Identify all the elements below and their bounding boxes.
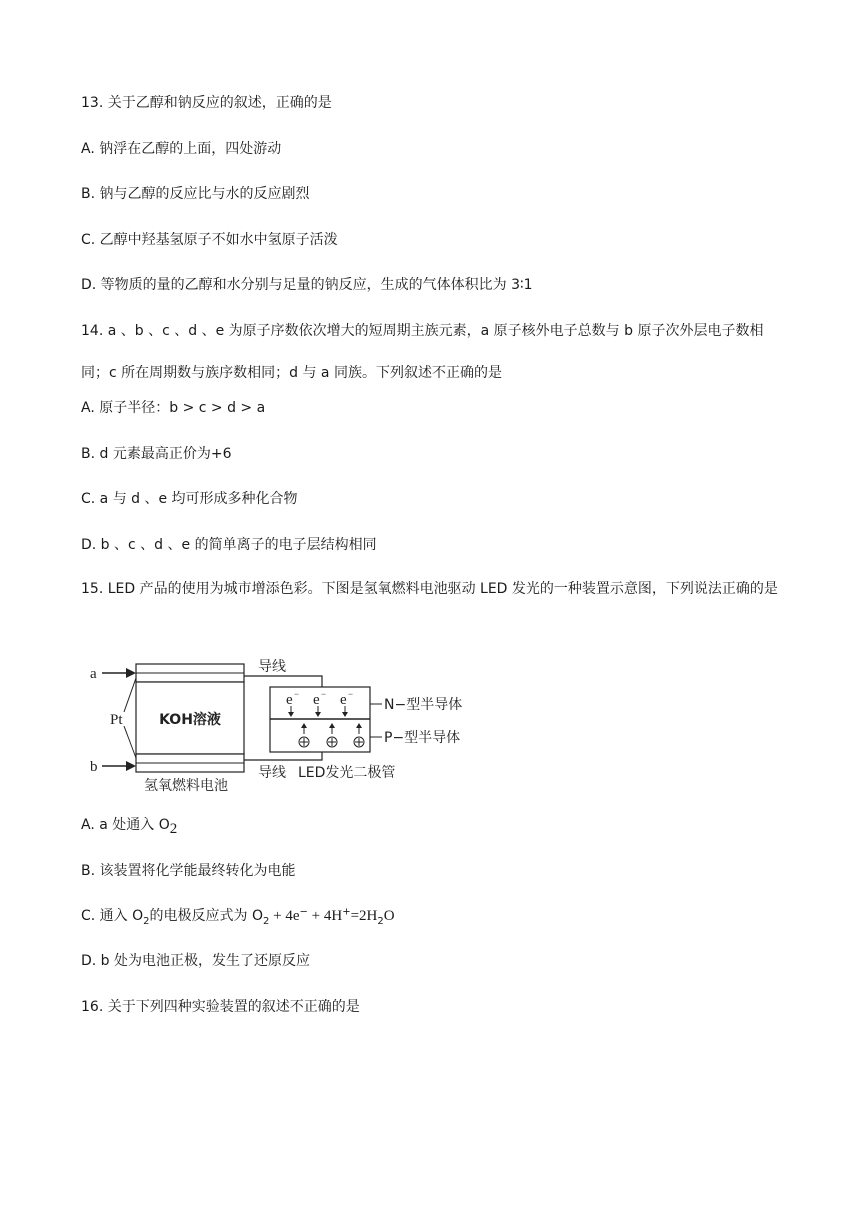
svg-text:e: e	[286, 692, 293, 708]
label-a: a	[90, 666, 97, 682]
q15-option-d: D. b 处为电池正极，发生了还原反应	[81, 953, 311, 969]
q13-option-b: B. 钠与乙醇的反应比与水的反应剧烈	[81, 186, 310, 202]
wire-bottom-line	[244, 752, 322, 760]
q15-option-c: C. 通入 $O_2$的电极反应式为 $O_2 + 4e^- + 4H^+=2H_2O$	[81, 906, 395, 927]
koh-label: KOH溶液	[159, 712, 221, 728]
q14-option-a: A. 原子半径：b > c > d > a	[81, 400, 266, 416]
pt-pointer-bottom	[124, 726, 136, 758]
svg-text:−: −	[294, 689, 300, 699]
label-b: b	[90, 759, 98, 775]
q14-option-b: B. d 元素最高正价为+6	[81, 446, 232, 462]
q16-stem: 16. 关于下列四种实验装置的叙述不正确的是	[81, 999, 360, 1015]
label-pt: Pt	[110, 712, 123, 728]
q14-option-d: D. b 、c 、d 、e 的简单离子的电子层结构相同	[81, 537, 377, 553]
wire-top-label: 导线	[258, 659, 286, 675]
q13-option-d: D. 等物质的量的乙醇和水分别与足量的钠反应，生成的气体体积比为 3∶1	[81, 277, 533, 293]
pt-pointer-top	[124, 678, 136, 712]
svg-text:e: e	[313, 692, 320, 708]
q14-stem: 14. a 、b 、c 、d 、e 为原子序数依次增大的短周期主族元素，a 原子核外电子总数与 b 原子次外层电子数相同；c 所在周期数与族序数相同；d 与 a 同族。下列叙述不正确的是	[81, 323, 764, 381]
led-label: LED发光二极管	[298, 765, 396, 781]
svg-text:−: −	[348, 689, 354, 699]
q15-option-b: B. 该装置将化学能最终转化为电能	[81, 863, 296, 879]
q14-option-c: C. a 与 d 、e 均可形成多种化合物	[81, 491, 298, 507]
p-type-label: P−型半导体	[384, 730, 461, 746]
q15-stem: 15. LED 产品的使用为城市增添色彩。下图是氢氧燃料电池驱动 LED 发光的一种装置示意图，下列说法正确的是	[81, 581, 778, 597]
arrow-b-head	[126, 761, 136, 771]
q13-stem: 13. 关于乙醇和钠反应的叙述，正确的是	[81, 95, 332, 111]
fuel-cell-led-diagram	[86, 652, 486, 797]
q13-option-a: A. 钠浮在乙醇的上面，四处游动	[81, 141, 282, 157]
q15-option-a: A. a 处通入 $O_2$	[81, 817, 178, 837]
arrow-a-head	[126, 668, 136, 678]
svg-text:−: −	[321, 689, 327, 699]
n-type-label: N−型半导体	[384, 697, 463, 713]
fuel-cell-label: 氢氧燃料电池	[144, 778, 228, 794]
svg-text:e: e	[340, 692, 347, 708]
q13-option-c: C. 乙醇中羟基氢原子不如水中氢原子活泼	[81, 232, 338, 248]
wire-top-line	[244, 676, 322, 687]
wire-bottom-label: 导线	[258, 765, 286, 781]
